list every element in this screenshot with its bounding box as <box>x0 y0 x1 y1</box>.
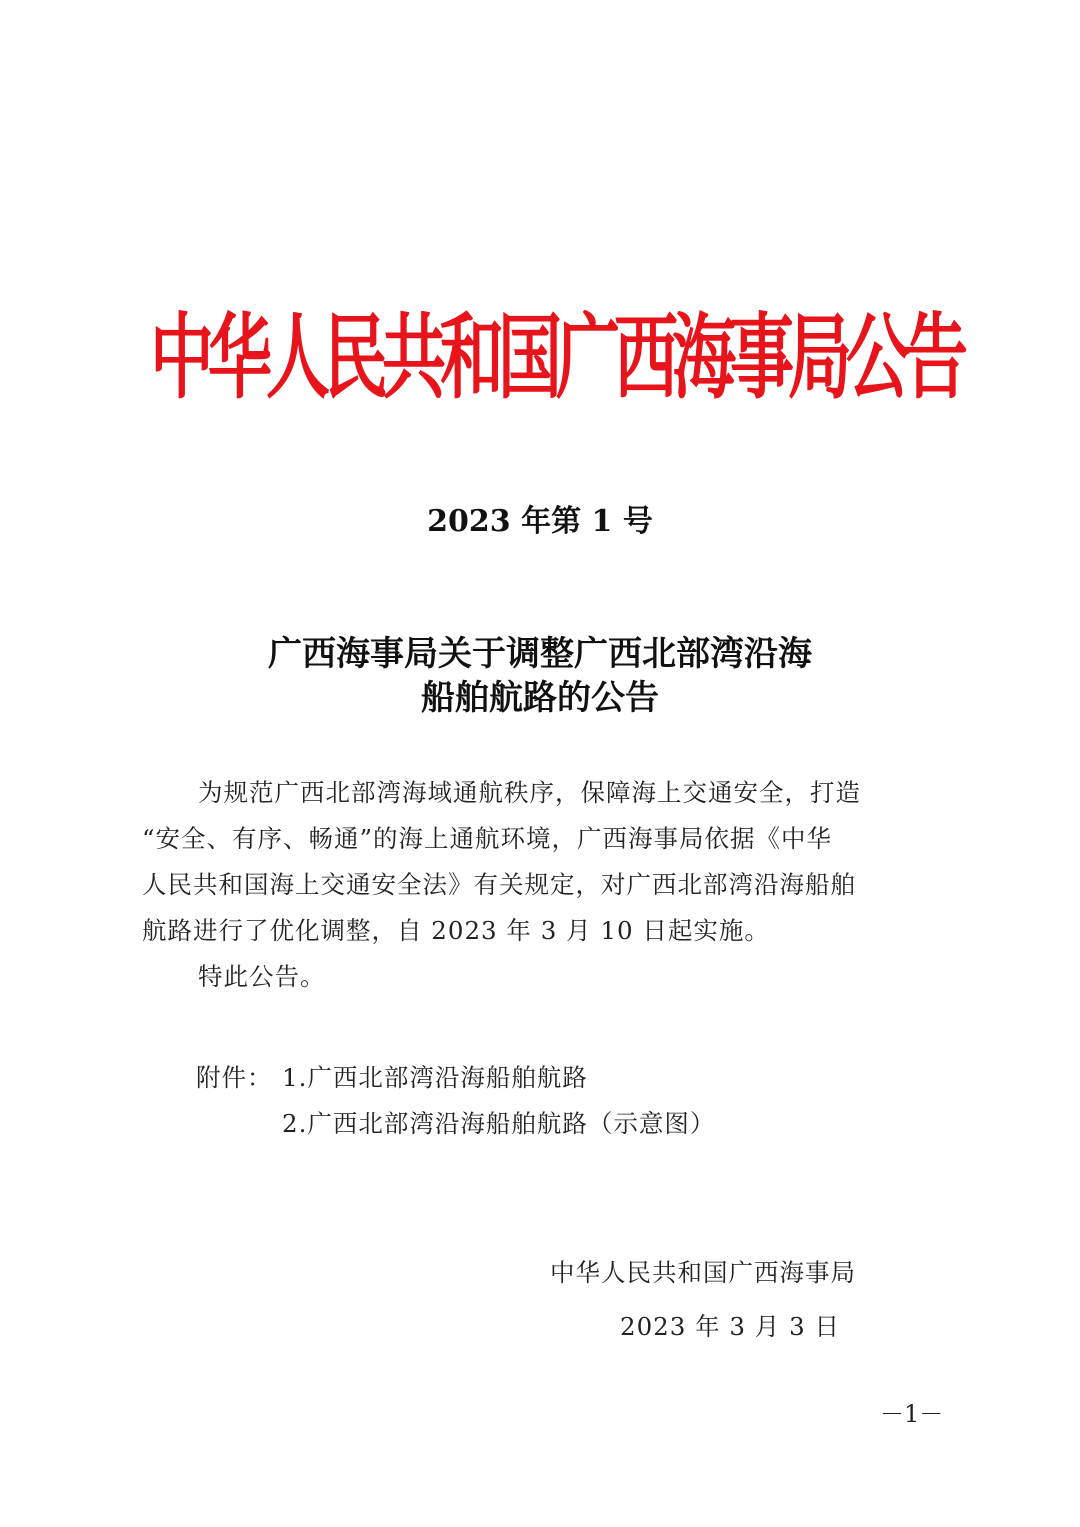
body-line: 为规范广西北部湾海域通航秩序，保障海上交通安全，打造 <box>198 778 861 807</box>
notice-title-line-1: 广西海事局关于调整广西北部湾沿海 <box>268 634 812 674</box>
document-number: 2023 年第 1 号 <box>427 504 653 539</box>
masthead-title: 中华人民共和国广西海事局公告 <box>150 305 962 413</box>
issue-date: 2023 年 3 月 3 日 <box>620 1312 840 1341</box>
notice-title-line-2: 船舶航路的公告 <box>421 678 659 718</box>
signoff <box>550 1246 856 1354</box>
notice-body <box>142 770 942 1000</box>
body-line: 人民共和国海上交通安全法》有关规定，对广西北部湾沿海船舶 <box>142 870 856 899</box>
attachments-label: 附件： <box>196 1063 273 1092</box>
body-line: 航路进行了优化调整，自 2023 年 3 月 10 日起实施。 <box>142 916 770 945</box>
attachment-row <box>196 1055 715 1101</box>
notice-title <box>140 632 940 720</box>
page-number: －1－ <box>880 1400 944 1428</box>
attachments <box>196 1055 715 1147</box>
closing-statement: 特此公告。 <box>198 962 326 991</box>
attachment-item: 2.广西北部湾沿海船舶航路（示意图） <box>282 1109 716 1138</box>
attachment-item: 1.广西北部湾沿海船舶航路 <box>282 1063 588 1092</box>
body-line: “安全、有序、畅通”的海上通航环境，广西海事局依据《中华 <box>142 824 833 853</box>
issuing-organization: 中华人民共和国广西海事局 <box>550 1258 856 1287</box>
attachment-row <box>196 1101 715 1147</box>
